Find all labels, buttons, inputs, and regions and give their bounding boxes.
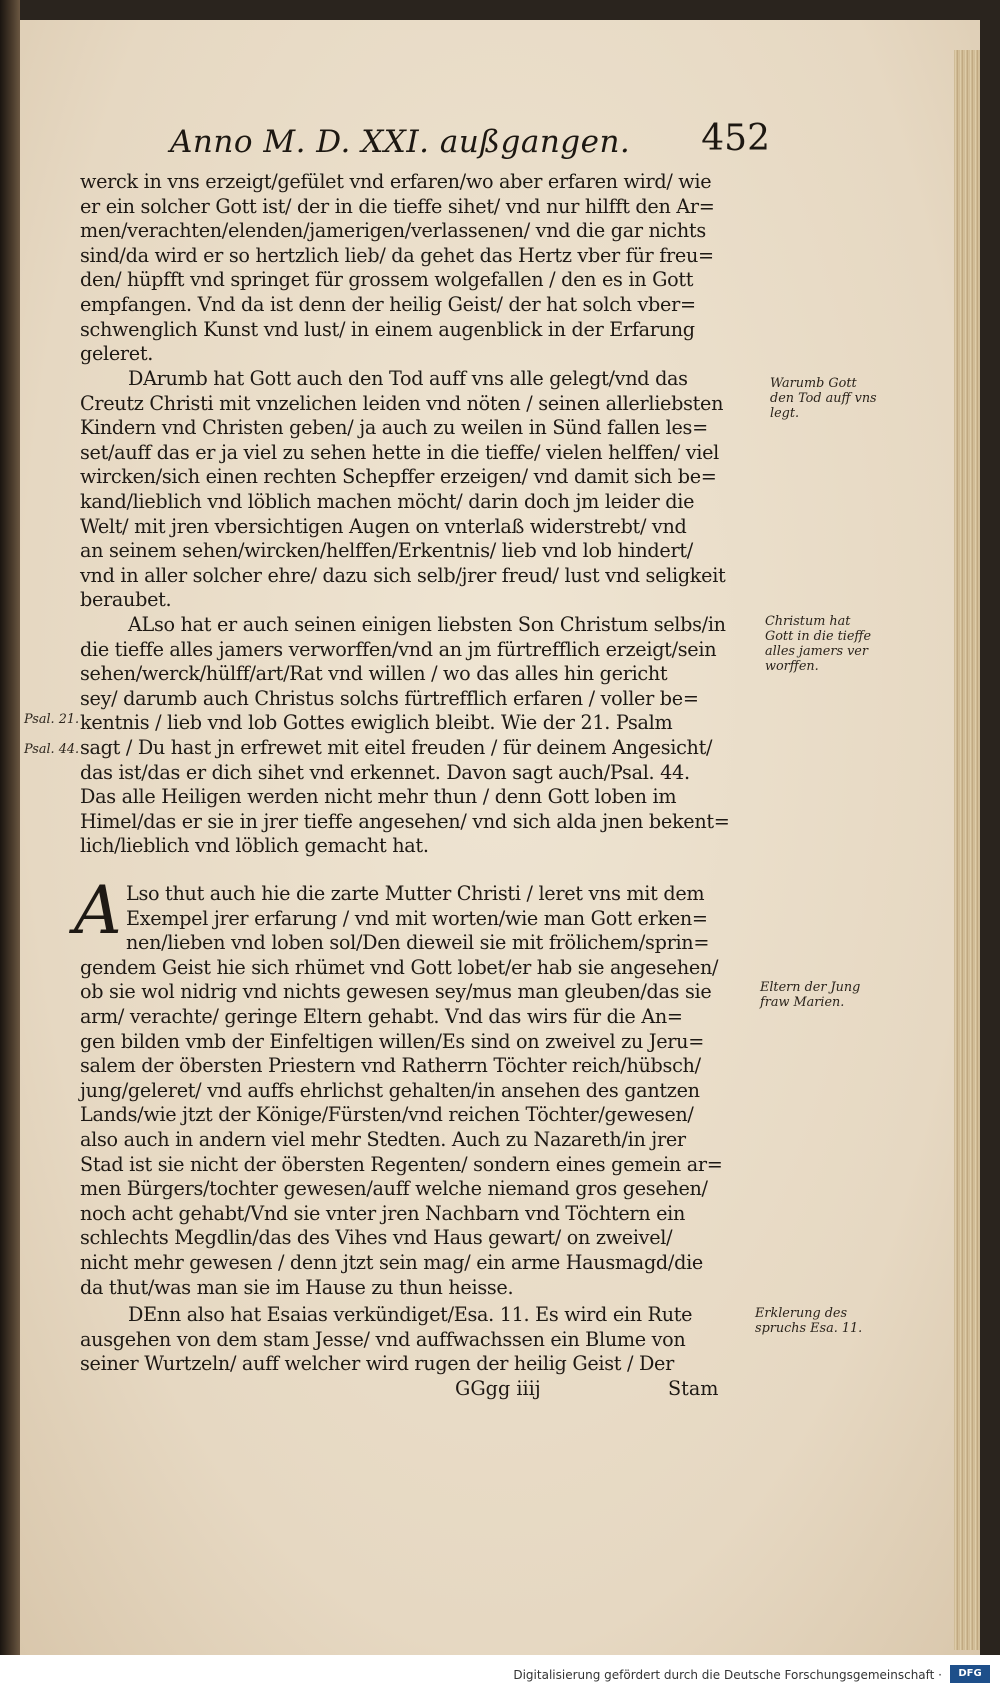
text-line: sind/da wird er so hertzlich lieb/ da gehet das Hertz vber für freu=	[80, 243, 714, 267]
margin-reference: Psal. 44.	[24, 742, 80, 757]
text-line: set/auff das er ja viel zu sehen hette in die tieffe/ vielen helffen/ viel	[80, 440, 720, 464]
text-line: gen bilden vmb der Einfeltigen willen/Es sind on zweivel zu Jeru=	[80, 1029, 704, 1053]
text-line: arm/ verachte/ geringe Eltern gehabt. Vnd das wirs für die An=	[80, 1004, 683, 1028]
text-line: da thut/was man sie im Hause zu thun heisse.	[80, 1275, 514, 1299]
sidenote: Christum hat Gott in die tieffe alles jamers ver worffen.	[765, 614, 872, 674]
text-line: DEnn also hat Esaias verkündiget/Esa. 11. Es wird ein Rute	[128, 1303, 693, 1326]
text-line: jung/geleret/ vnd auffs ehrlichst gehalten/in ansehen des gantzen	[80, 1078, 700, 1102]
drop-cap: A	[74, 872, 122, 949]
page-header	[170, 118, 770, 174]
text-line: er ein solcher Gott ist/ der in die tieffe sihet/ vnd nur hilfft den Ar=	[80, 194, 715, 218]
signature-mark: GGgg iiij	[455, 1377, 541, 1400]
text-line: Himel/das er sie in jrer tieffe angesehen/ vnd sich alda jnen bekent=	[80, 809, 730, 833]
text-line: seiner Wurtzeln/ auff welcher wird rugen der heilig Geist / Der	[80, 1352, 674, 1376]
text-line: men/verachten/elenden/jamerigen/verlassenen/ vnd die gar nichts	[80, 219, 706, 243]
text-line: das ist/das er dich sihet vnd erkennet. Davon sagt auch/Psal. 44.	[80, 760, 690, 784]
sidenote: Eltern der Jung fraw Marien.	[760, 980, 861, 1010]
text-line: wircken/sich einen rechten Schepffer erzeigen/ vnd damit sich be=	[80, 465, 717, 489]
text-line: also auch in andern viel mehr Stedten. Auch zu Nazareth/in jrer	[80, 1127, 686, 1151]
paragraph-2	[80, 367, 726, 613]
margin-reference: Psal. 21.	[24, 712, 80, 727]
footer-credit: Digitalisierung gefördert durch die Deutsche Forschungsgemeinschaft ·	[513, 1668, 942, 1682]
digitization-footer	[0, 1655, 1000, 1693]
text-line: nicht mehr gewesen / denn jtzt sein mag/ ein arme Hausmagd/die	[80, 1250, 703, 1274]
dfg-logo: DFG	[950, 1665, 990, 1683]
text-line: schwenglich Kunst vnd lust/ in einem augenblick in der Erfarung	[80, 317, 695, 341]
text-line: DArumb hat Gott auch den Tod auff vns alle gelegt/vnd das	[128, 367, 688, 390]
text-line: Kindern vnd Christen geben/ ja auch zu weilen in Sünd fallen les=	[80, 416, 708, 440]
text-line: geleret.	[80, 342, 154, 366]
text-line: an seinem sehen/wircken/helffen/Erkentnis/ lieb vnd lob hindert/	[80, 539, 693, 563]
text-line: kand/lieblich vnd löblich machen möcht/ darin doch jm leider die	[80, 489, 695, 513]
text-line: werck in vns erzeigt/gefület vnd erfaren/wo aber erfaren wird/ wie	[80, 170, 712, 193]
book-spine-edge	[0, 0, 20, 1655]
page-stack-edge	[954, 50, 980, 1650]
text-line: kentnis / lieb vnd lob Gottes ewiglich bleibt. Wie der 21. Psalm	[80, 711, 673, 735]
text-line: Welt/ mit jren vbersichtigen Augen on vnterlaß widerstrebt/ vnd	[80, 514, 687, 538]
text-line: ob sie wol nidrig vnd nichts gewesen sey/mus man gleuben/das sie	[80, 980, 712, 1004]
text-line: Das alle Heiligen werden nicht mehr thun / denn Gott loben im	[80, 785, 677, 809]
sidenote: Warumb Gott den Tod auff vns legt.	[770, 376, 877, 421]
paragraph-3	[80, 613, 730, 859]
text-line: sey/ darumb auch Christus solchs fürtrefflich erfaren / voller be=	[80, 686, 699, 710]
text-line: sehen/werck/hülff/art/Rat vnd willen / wo das alles hin gericht	[80, 662, 668, 686]
text-line: Lso thut auch hie die zarte Mutter Christi / leret vns mit dem	[126, 882, 705, 905]
paragraph-5	[80, 1303, 710, 1377]
paragraph-1	[80, 170, 715, 367]
catchword: Stam	[668, 1377, 719, 1400]
text-line: beraubet.	[80, 588, 172, 612]
text-line: noch acht gehabt/Vnd sie vnter jren Nachbarn vnd Töchtern ein	[80, 1201, 686, 1225]
page-number: 452	[701, 118, 770, 159]
sidenote: Erklerung des spruchs Esa. 11.	[755, 1306, 863, 1336]
text-line: vnd in aller solcher ehre/ dazu sich selb/jrer freud/ lust vnd seligkeit	[80, 563, 726, 587]
text-line: ALso hat er auch seinen einigen liebsten Son Christum selbs/in	[128, 613, 726, 636]
text-line: die tieffe alles jamers verworffen/vnd an jm fürtrefflich erzeigt/sein	[80, 637, 717, 661]
text-line: den/ hüpfft vnd springet für grossem wolgefallen / den es in Gott	[80, 268, 694, 292]
text-line: gendem Geist hie sich rhümet vnd Gott lobet/er hab sie angesehen/	[80, 955, 719, 979]
text-line: salem der öbersten Priestern vnd Ratherrn Töchter reich/hübsch/	[80, 1054, 701, 1078]
text-line: men Bürgers/tochter gewesen/auff welche niemand gros gesehen/	[80, 1177, 708, 1201]
text-line: Lands/wie jtzt der Könige/Fürsten/vnd reichen Töchter/gewesen/	[80, 1103, 694, 1127]
text-line: empfangen. Vnd da ist denn der heilig Geist/ der hat solch vber=	[80, 292, 696, 316]
text-line: sagt / Du hast jn erfrewet mit eitel freuden / für deinem Angesicht/	[80, 735, 713, 759]
running-head: Anno M. D. XXI. außgangen.	[170, 124, 631, 160]
text-line: ausgehen von dem stam Jesse/ vnd auffwachssen ein Blume von	[80, 1327, 686, 1351]
text-line: lich/lieblich vnd löblich gemacht hat.	[80, 834, 429, 858]
text-line: schlechts Megdlin/das des Vihes vnd Haus gewart/ on zweivel/	[80, 1226, 673, 1250]
text-line: nen/lieben vnd loben sol/Den dieweil sie mit frölichem/sprin=	[126, 931, 710, 955]
text-line: Stad ist sie nicht der öbersten Regenten/ sondern eines gemein ar=	[80, 1152, 723, 1176]
text-line: Exempel jrer erfarung / vnd mit worten/wie man Gott erken=	[126, 906, 708, 930]
paragraph-4	[74, 872, 723, 1300]
text-line: Creutz Christi mit vnzelichen leiden vnd nöten / seinen allerliebsten	[80, 391, 724, 415]
